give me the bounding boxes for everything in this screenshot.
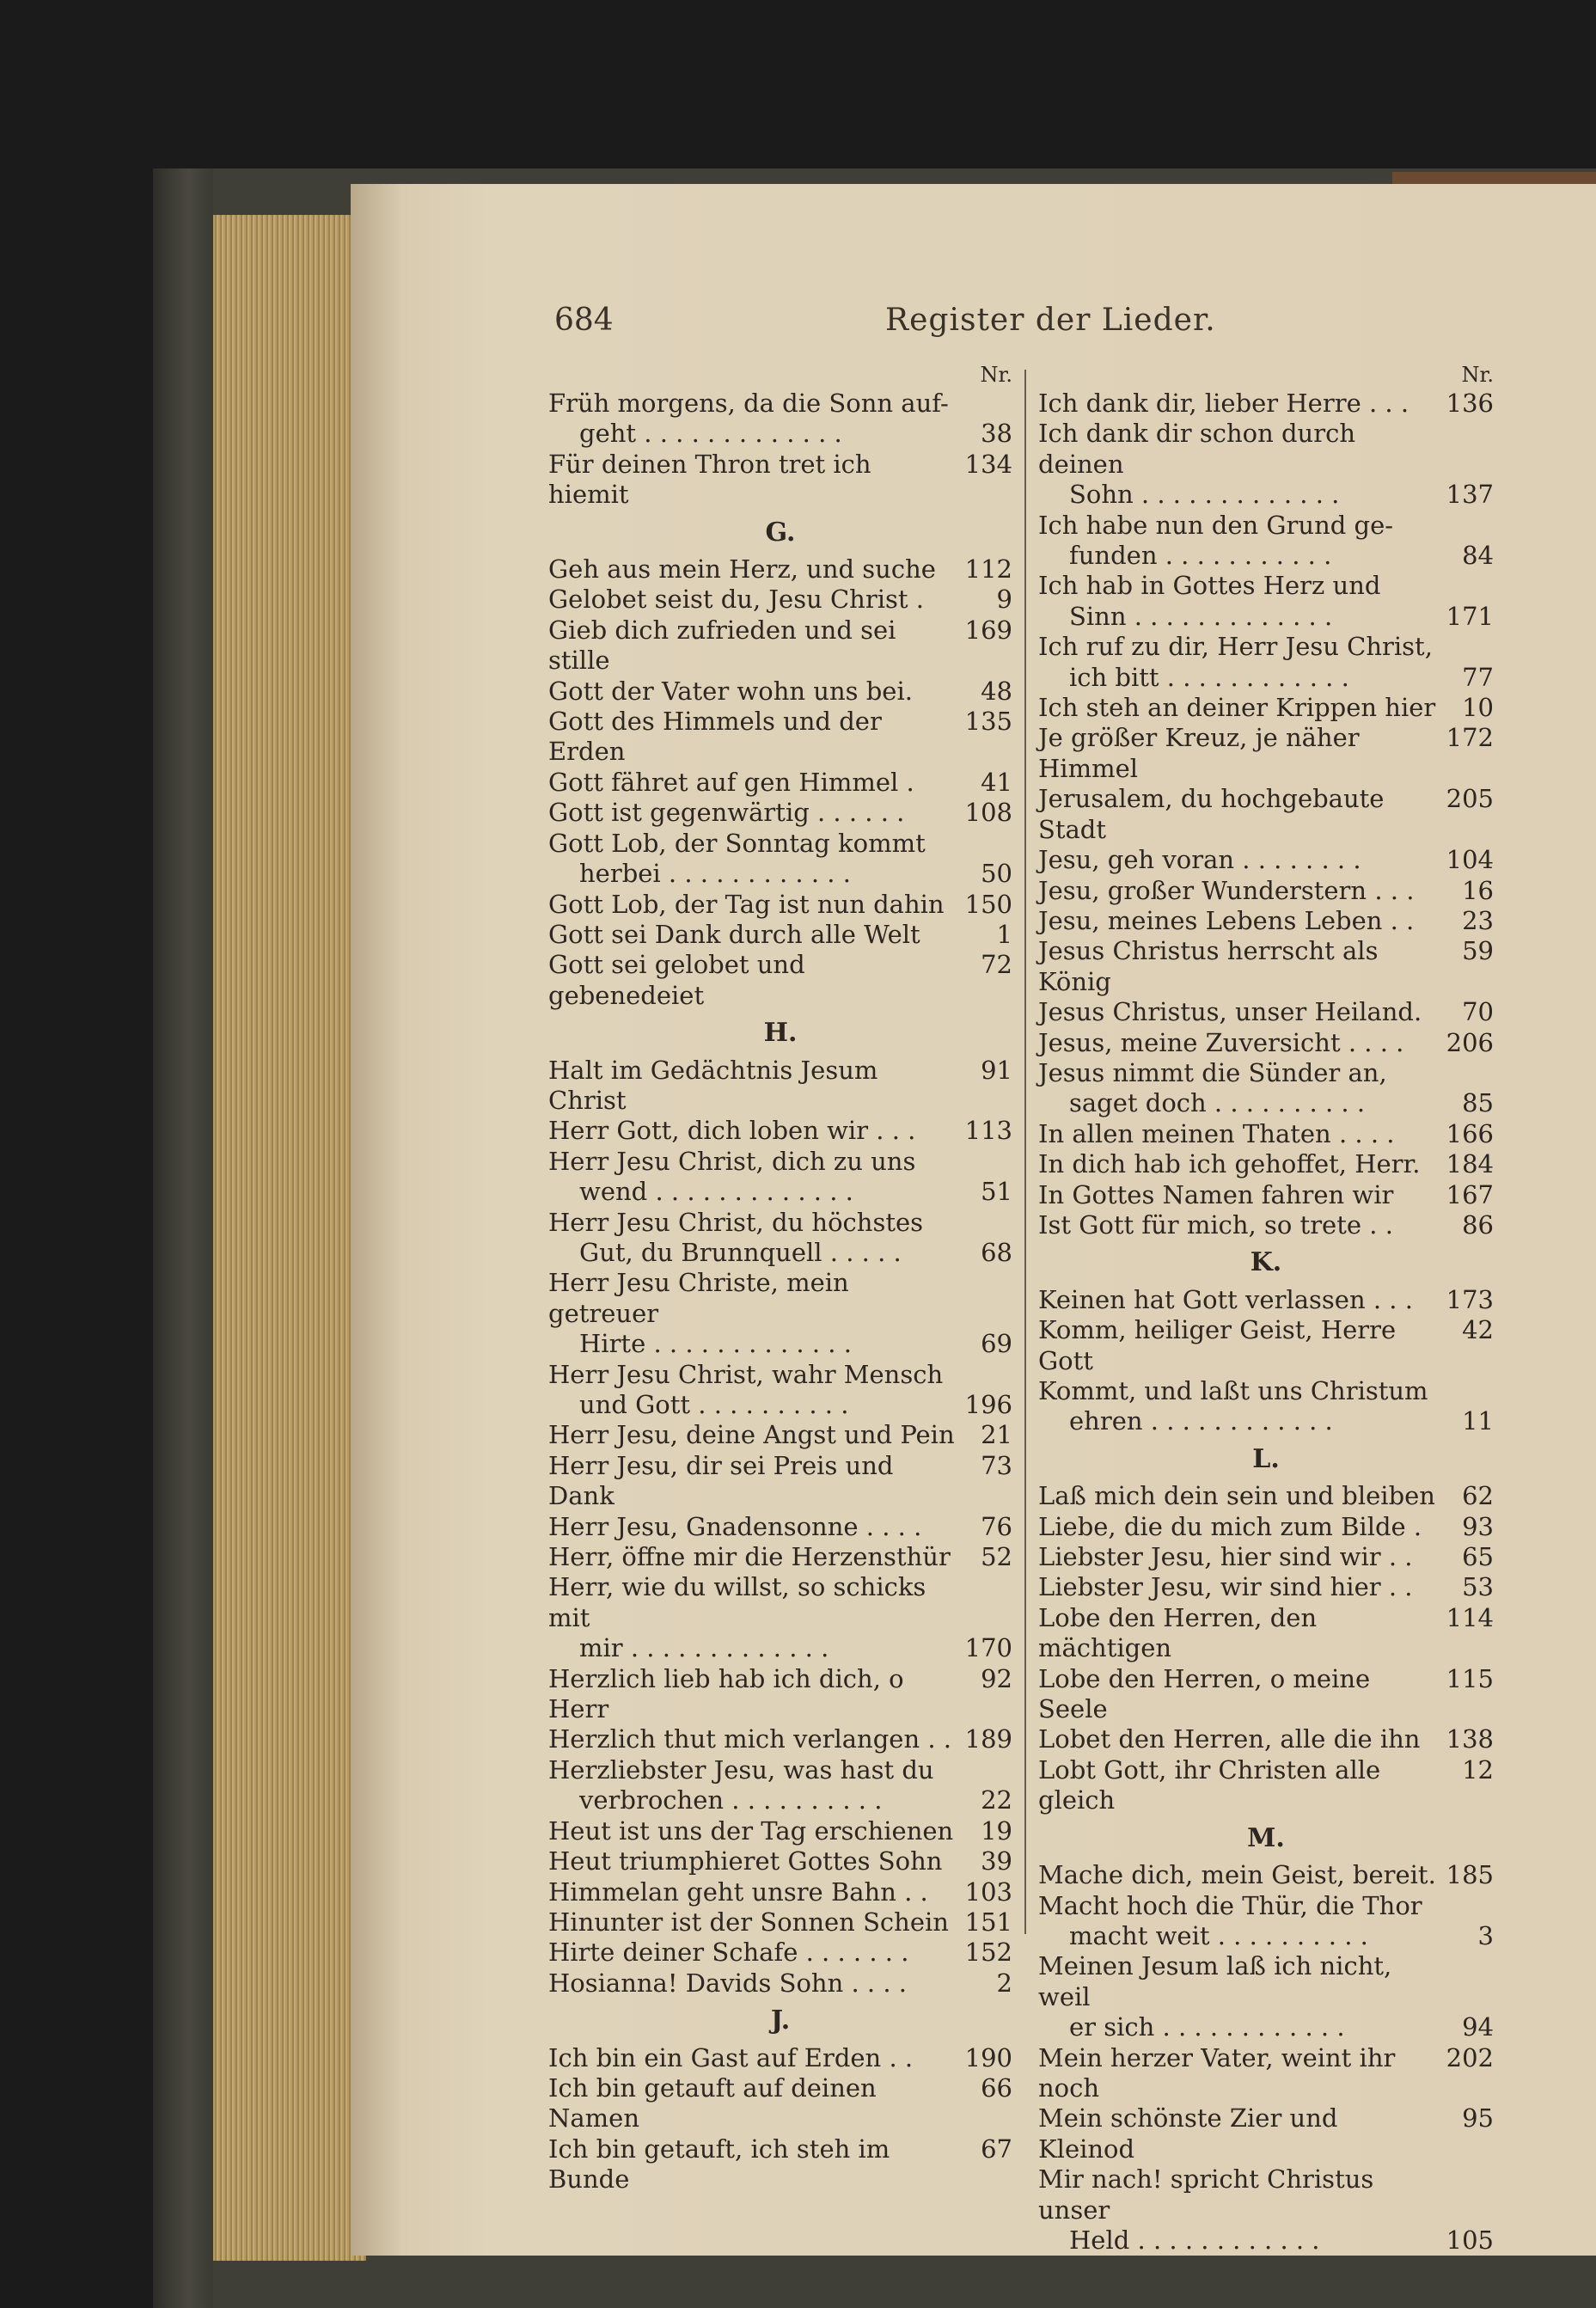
- index-entry: [1038, 845, 1494, 875]
- entry-title-line: Herzlich thut mich verlangen . .: [548, 1724, 951, 1754]
- entry-title-line: In allen meinen Thaten . . . .: [1038, 1118, 1395, 1148]
- entry-title-line: Früh morgens, da die Sonn auf-: [548, 389, 949, 418]
- entry-title-line: Gott sei Dank durch alle Welt: [548, 919, 920, 949]
- entry-number: 169: [964, 615, 1012, 645]
- running-head: Register der Lieder.: [885, 303, 1216, 338]
- index-entry: [548, 920, 1012, 950]
- index-entry: [548, 1846, 1012, 1876]
- entry-title-line: Gut, du Brunnquell . . . . .: [579, 1237, 902, 1267]
- index-entry: [548, 829, 1012, 890]
- entry-title-line: Hosianna! Davids Sohn . . . .: [548, 1968, 908, 1998]
- index-column-left: [548, 361, 1012, 2195]
- entry-title-line: In dich hab ich gehoffet, Herr.: [1038, 1149, 1421, 1179]
- section-letter: H.: [763, 1018, 798, 1049]
- entry-title-line: Held . . . . . . . . . . . .: [1069, 2225, 1320, 2255]
- entry-title-line: Heut ist uns der Tag erschienen: [548, 1815, 954, 1846]
- index-entry: [1038, 1891, 1494, 1952]
- entry-number: 76: [981, 1511, 1012, 1541]
- entry-number: 206: [1446, 1027, 1494, 1057]
- section-letter: L.: [1252, 1443, 1280, 1474]
- entry-title-line: Gieb dich zufrieden und sei stille: [548, 615, 896, 676]
- page-number: 684: [554, 303, 614, 338]
- entry-number: 77: [1462, 662, 1494, 692]
- entry-title-line: funden . . . . . . . . . . .: [1069, 541, 1332, 571]
- entry-number-spacer: [1440, 419, 1494, 480]
- index-entry: [1038, 1755, 1494, 1816]
- entry-number: 170: [964, 1633, 1012, 1663]
- index-entry: [548, 890, 1012, 920]
- entry-number: 134: [964, 449, 1012, 479]
- entry-number: 3: [1477, 1920, 1494, 1950]
- index-entry: [548, 1572, 1012, 1663]
- entry-title-line: Je größer Kreuz, je näher Himmel: [1038, 723, 1360, 783]
- entry-title-line: macht weit . . . . . . . . . .: [1069, 1920, 1368, 1950]
- index-entry: [1038, 2103, 1494, 2164]
- entry-number: 38: [981, 419, 1012, 449]
- entry-title-line: Jesu, meines Lebens Leben . .: [1038, 905, 1415, 935]
- entry-title-line: Liebster Jesu, wir sind hier . .: [1038, 1572, 1413, 1602]
- entry-number: 108: [964, 798, 1012, 828]
- index-entry: [1038, 571, 1494, 632]
- index-entry: [1038, 1512, 1494, 1542]
- entry-number: 137: [1446, 480, 1494, 510]
- entry-title-line: Lobt Gott, ihr Christen alle gleich: [1038, 1754, 1381, 1815]
- entry-number: 172: [1446, 723, 1494, 753]
- entry-number: 196: [964, 1390, 1012, 1419]
- section-letter: G.: [765, 517, 796, 548]
- entry-number: 112: [964, 554, 1012, 585]
- entry-number: 66: [981, 2072, 1012, 2103]
- entry-number: 167: [1446, 1179, 1494, 1209]
- index-entry: [548, 585, 1012, 615]
- entry-number: 48: [981, 676, 1012, 706]
- entry-number: 67: [981, 2134, 1012, 2164]
- entry-title-line: Ich bin ein Gast auf Erden . .: [548, 2042, 914, 2072]
- index-entry: [548, 389, 1012, 450]
- index-entry: [1038, 1664, 1494, 1725]
- entry-title-line: Ich hab in Gottes Herz und: [1038, 571, 1381, 601]
- entry-title-line: Sohn . . . . . . . . . . . . .: [1069, 480, 1340, 510]
- entry-title-line: Herr Jesu, Gnadensonne . . . .: [548, 1511, 922, 1541]
- index-entry: [1038, 632, 1494, 693]
- entry-number: 93: [1462, 1511, 1494, 1541]
- index-entry: [1038, 1315, 1494, 1376]
- column-divider: [1024, 370, 1026, 1934]
- entry-title-line: Gott der Vater wohn uns bei.: [548, 676, 913, 706]
- entry-number: 205: [1446, 784, 1494, 814]
- entry-number: 92: [981, 1663, 1012, 1693]
- index-entry: [1038, 511, 1494, 572]
- entry-number: 104: [1446, 845, 1494, 875]
- index-entry: [548, 1147, 1012, 1208]
- entry-number: 151: [964, 1907, 1012, 1937]
- entry-title-line: Jesus, meine Zuversicht . . . .: [1038, 1027, 1404, 1057]
- entry-title-line: Ist Gott für mich, so trete . .: [1038, 1209, 1393, 1240]
- index-entry: [1038, 1119, 1494, 1149]
- entry-number: 69: [981, 1329, 1012, 1359]
- index-entry: [1038, 1058, 1494, 1119]
- index-entry: [548, 1512, 1012, 1542]
- entry-number: 173: [1446, 1284, 1494, 1314]
- entry-title-line: Für deinen Thron tret ich hiemit: [548, 449, 871, 510]
- section-letter: K.: [1250, 1247, 1282, 1278]
- index-entry: [1038, 693, 1494, 723]
- index-entry: [1038, 1376, 1494, 1437]
- entry-number: 113: [964, 1116, 1012, 1146]
- entry-title-line: In Gottes Namen fahren wir: [1038, 1179, 1394, 1209]
- entry-title-line: Mache dich, mein Geist, bereit.: [1038, 1860, 1436, 1890]
- index-entry: [548, 707, 1012, 768]
- entry-number-spacer: [1440, 1951, 1494, 2012]
- index-entry: [1038, 1028, 1494, 1058]
- entry-number: 136: [1446, 389, 1494, 418]
- entry-title-line: Lobe den Herren, den mächtigen: [1038, 1602, 1318, 1663]
- entry-title-line: Kommt, und laßt uns Christum: [1038, 1376, 1428, 1405]
- index-entry: [1038, 1542, 1494, 1572]
- entry-title-line: Mein schönste Zier und Kleinod: [1038, 2103, 1338, 2164]
- entry-number: 189: [964, 1724, 1012, 1754]
- entry-title-line: geht . . . . . . . . . . . . .: [579, 419, 842, 449]
- index-entry: [1038, 1603, 1494, 1664]
- index-entry: [1038, 1860, 1494, 1890]
- entry-title-line: Herr Jesu, deine Angst und Pein: [548, 1420, 955, 1450]
- entry-title-line: Heut triumphieret Gottes Sohn: [548, 1846, 943, 1876]
- entry-number: 190: [964, 2042, 1012, 2072]
- entry-number: 84: [1462, 541, 1494, 571]
- entry-number: 62: [1462, 1481, 1494, 1511]
- entry-number: 23: [1462, 905, 1494, 935]
- entry-title-line: Herr Jesu Christe, mein getreuer: [548, 1268, 849, 1328]
- entry-number: 50: [981, 859, 1012, 889]
- entry-title-line: Hinunter ist der Sonnen Schein: [548, 1907, 949, 1937]
- entry-number: 65: [1462, 1542, 1494, 1572]
- page-edges: [213, 215, 366, 2261]
- entry-title-line: Mein herzer Vater, weint ihr noch: [1038, 2042, 1396, 2103]
- entry-number: 166: [1446, 1118, 1494, 1148]
- entry-title-line: Ich dank dir schon durch deinen: [1038, 419, 1356, 479]
- entry-number: 184: [1446, 1149, 1494, 1179]
- entry-title-line: ehren . . . . . . . . . . . .: [1069, 1406, 1333, 1436]
- index-entry: [1038, 1481, 1494, 1511]
- entry-number: 86: [1462, 1209, 1494, 1240]
- entry-number: 68: [981, 1237, 1012, 1267]
- index-entry: [1038, 419, 1494, 510]
- index-entry: [548, 1968, 1012, 1999]
- index-entry: [1038, 1149, 1494, 1179]
- entry-number-spacer: [959, 1268, 1012, 1329]
- entry-number: 95: [1462, 2103, 1494, 2134]
- entry-number: 150: [964, 889, 1012, 919]
- entry-number: 42: [1462, 1315, 1494, 1345]
- index-entry: [548, 768, 1012, 798]
- entry-number-spacer: [959, 1572, 1012, 1633]
- entry-number: 73: [981, 1450, 1012, 1480]
- index-entry: [548, 1451, 1012, 1512]
- index-entry: [1038, 1951, 1494, 2042]
- entry-title-line: wend . . . . . . . . . . . . .: [579, 1177, 853, 1207]
- index-entry: [548, 950, 1012, 1011]
- entry-number: 114: [1446, 1602, 1494, 1632]
- entry-number: 202: [1446, 2042, 1494, 2072]
- index-entry: [548, 1755, 1012, 1816]
- entry-title-line: Lobet den Herren, alle die ihn: [1038, 1724, 1421, 1754]
- entry-title-line: Gott Lob, der Sonntag kommt: [548, 828, 926, 858]
- index-entry: [548, 2073, 1012, 2134]
- entry-number: 59: [1462, 936, 1494, 966]
- entry-number-spacer: [1440, 1891, 1494, 1921]
- entry-number: 152: [964, 1938, 1012, 1968]
- index-entry: [548, 1360, 1012, 1421]
- entry-title-line: Liebe, die du mich zum Bilde .: [1038, 1511, 1422, 1541]
- index-entry: [548, 2134, 1012, 2195]
- entry-number-spacer: [1440, 632, 1494, 662]
- entry-number-spacer: [959, 1208, 1012, 1238]
- entry-number-spacer: [1440, 1058, 1494, 1088]
- entry-title-line: Herr Jesu Christ, du höchstes: [548, 1207, 924, 1237]
- entry-number-spacer: [1440, 2164, 1494, 2225]
- entry-number: 41: [981, 767, 1012, 797]
- entry-title-line: Herr, öffne mir die Herzensthür: [548, 1542, 951, 1572]
- entry-title-line: Jesu, großer Wunderstern . . .: [1038, 875, 1415, 905]
- entry-title-line: Gott fähret auf gen Himmel .: [548, 767, 914, 797]
- entry-title-line: Jesus nimmt die Sünder an,: [1038, 1057, 1387, 1087]
- entry-title-line: Gott des Himmels und der Erden: [548, 707, 882, 767]
- entry-number: 185: [1446, 1860, 1494, 1890]
- entry-number: 11: [1462, 1406, 1494, 1436]
- entry-title-line: Lobe den Herren, o meine Seele: [1038, 1663, 1371, 1724]
- entry-number-spacer: [1440, 511, 1494, 541]
- entry-number-spacer: [1440, 1376, 1494, 1406]
- entry-number: 19: [981, 1815, 1012, 1846]
- index-entry: [548, 1816, 1012, 1846]
- index-entry: [548, 615, 1012, 676]
- entry-number: 53: [1462, 1572, 1494, 1602]
- index-entry: [548, 1056, 1012, 1117]
- nr-header: Nr.: [980, 363, 1012, 387]
- entry-number: 12: [1462, 1754, 1494, 1785]
- entry-title-line: Gott Lob, der Tag ist nun dahin: [548, 889, 945, 919]
- index-entry: [548, 1420, 1012, 1450]
- entry-title-line: Herzliebster Jesu, was hast du: [548, 1754, 934, 1785]
- entry-title-line: saget doch . . . . . . . . . .: [1069, 1088, 1366, 1118]
- index-entry: [1038, 1210, 1494, 1240]
- entry-title-line: Herr Jesu Christ, dich zu uns: [548, 1146, 916, 1176]
- entry-title-line: Meinen Jesum laß ich nicht, weil: [1038, 1951, 1392, 2011]
- entry-title-line: und Gott . . . . . . . . . .: [579, 1390, 849, 1419]
- entry-title-line: Ich steh an deiner Krippen hier: [1038, 693, 1436, 723]
- entry-title-line: Macht hoch die Thür, die Thor: [1038, 1890, 1422, 1920]
- entry-title-line: mir . . . . . . . . . . . . .: [579, 1633, 829, 1663]
- index-entry: [548, 1268, 1012, 1359]
- entry-title-line: Ich habe nun den Grund ge-: [1038, 510, 1394, 540]
- entry-number: 2: [996, 1968, 1012, 1998]
- index-entry: [548, 798, 1012, 828]
- entry-number-spacer: [959, 1360, 1012, 1390]
- entry-title-line: Herr Gott, dich loben wir . . .: [548, 1116, 916, 1146]
- entry-number: 70: [1462, 997, 1494, 1027]
- entry-title-line: Jesus Christus, unser Heiland.: [1038, 997, 1422, 1027]
- entry-title-line: Komm, heiliger Geist, Herre Gott: [1038, 1315, 1397, 1375]
- entry-number: 171: [1446, 601, 1494, 631]
- index-entry: [548, 1724, 1012, 1754]
- entry-number: 94: [1462, 2012, 1494, 2042]
- entry-title-line: Herzlich lieb hab ich dich, o Herr: [548, 1663, 904, 1724]
- index-entry: [1038, 906, 1494, 936]
- entry-number: 51: [981, 1177, 1012, 1207]
- index-entry: [548, 1542, 1012, 1572]
- entry-title-line: Herr Jesu, dir sei Preis und Dank: [548, 1450, 894, 1511]
- entry-title-line: Gott ist gegenwärtig . . . . . .: [548, 798, 905, 828]
- index-entry: [1038, 1572, 1494, 1602]
- entry-title-line: ich bitt . . . . . . . . . . . .: [1069, 662, 1349, 692]
- index-entry: [548, 1208, 1012, 1269]
- entry-number: 10: [1462, 693, 1494, 723]
- index-entry: [1038, 876, 1494, 906]
- book-spine: [153, 168, 213, 2308]
- section-letter: M.: [1247, 1822, 1285, 1853]
- entry-number-spacer: [959, 1755, 1012, 1785]
- entry-number-spacer: [959, 829, 1012, 859]
- entry-title-line: Keinen hat Gott verlassen . . .: [1038, 1284, 1413, 1314]
- index-entry: [548, 1116, 1012, 1146]
- index-entry: [1038, 1285, 1494, 1315]
- index-entry: [548, 2043, 1012, 2073]
- entry-number-spacer: [959, 389, 1012, 419]
- entry-number: 138: [1446, 1724, 1494, 1754]
- entry-title-line: Ich ruf zu dir, Herr Jesu Christ,: [1038, 632, 1433, 662]
- entry-title-line: Gelobet seist du, Jesu Christ .: [548, 585, 924, 615]
- index-entry: [1038, 1724, 1494, 1754]
- index-entry: [548, 676, 1012, 707]
- entry-title-line: Gott sei gelobet und gebenedeiet: [548, 950, 805, 1010]
- entry-title-line: Mir nach! spricht Christus unser: [1038, 2164, 1374, 2225]
- entry-title-line: Jesu, geh voran . . . . . . . .: [1038, 845, 1361, 875]
- entry-number: 21: [981, 1420, 1012, 1450]
- index-entry: [1038, 389, 1494, 419]
- entry-title-line: Halt im Gedächtnis Jesum Christ: [548, 1055, 878, 1115]
- entry-number: 115: [1446, 1663, 1494, 1693]
- entry-number: 91: [981, 1055, 1012, 1085]
- entry-title-line: Ich bin getauft auf deinen Namen: [548, 2072, 877, 2134]
- entry-number: 103: [964, 1876, 1012, 1907]
- index-column-right: [1038, 361, 1494, 2256]
- entry-title-line: Sinn . . . . . . . . . . . . .: [1069, 601, 1333, 631]
- index-entry: [1038, 1180, 1494, 1210]
- entry-number: 9: [996, 585, 1012, 615]
- index-entry: [548, 1907, 1012, 1938]
- index-entry: [1038, 997, 1494, 1027]
- entry-title-line: Himmelan geht unsre Bahn . .: [548, 1876, 928, 1907]
- entry-title-line: Herr, wie du willst, so schicks mit: [548, 1572, 926, 1632]
- entry-number: 22: [981, 1785, 1012, 1815]
- entry-number: 52: [981, 1542, 1012, 1572]
- entry-title-line: Hirte deiner Schafe . . . . . . .: [548, 1938, 909, 1968]
- entry-title-line: Jesus Christus herrscht als König: [1038, 936, 1379, 996]
- entry-number-spacer: [959, 1147, 1012, 1177]
- entry-title-line: verbrochen . . . . . . . . . .: [579, 1785, 883, 1815]
- entry-title-line: Hirte . . . . . . . . . . . . .: [579, 1329, 852, 1359]
- entry-number: 72: [981, 950, 1012, 980]
- entry-title-line: herbei . . . . . . . . . . . .: [579, 859, 851, 889]
- entry-title-line: Laß mich dein sein und bleiben: [1038, 1481, 1435, 1511]
- index-entry: [1038, 2043, 1494, 2104]
- index-entry: [548, 554, 1012, 585]
- index-entry: [1038, 784, 1494, 845]
- entry-title-line: Ich bin getauft, ich steh im Bunde: [548, 2134, 890, 2195]
- section-letter: J.: [770, 2005, 791, 2036]
- nr-header: Nr.: [1461, 363, 1494, 387]
- index-entry: [548, 1877, 1012, 1907]
- entry-title-line: Jerusalem, du hochgebaute Stadt: [1038, 784, 1385, 844]
- entry-title-line: Ich dank dir, lieber Herre . . .: [1038, 389, 1409, 418]
- entry-title-line: Herr Jesu Christ, wahr Mensch: [548, 1359, 944, 1389]
- index-entry: [1038, 723, 1494, 784]
- index-entry: [548, 450, 1012, 511]
- index-entry: [1038, 2164, 1494, 2256]
- entry-number: 16: [1462, 875, 1494, 905]
- index-entry: [548, 1664, 1012, 1725]
- entry-number: 135: [964, 707, 1012, 737]
- index-entry: [548, 1938, 1012, 1968]
- entry-number: 1: [996, 919, 1012, 949]
- entry-number: 85: [1462, 1088, 1494, 1118]
- entry-number: 105: [1446, 2225, 1494, 2255]
- entry-title-line: Liebster Jesu, hier sind wir . .: [1038, 1542, 1413, 1572]
- entry-title-line: Geh aus mein Herz, und suche: [548, 554, 936, 585]
- index-entry: [1038, 936, 1494, 997]
- entry-number-spacer: [1440, 571, 1494, 601]
- entry-title-line: er sich . . . . . . . . . . . .: [1069, 2012, 1345, 2042]
- entry-number: 39: [981, 1846, 1012, 1876]
